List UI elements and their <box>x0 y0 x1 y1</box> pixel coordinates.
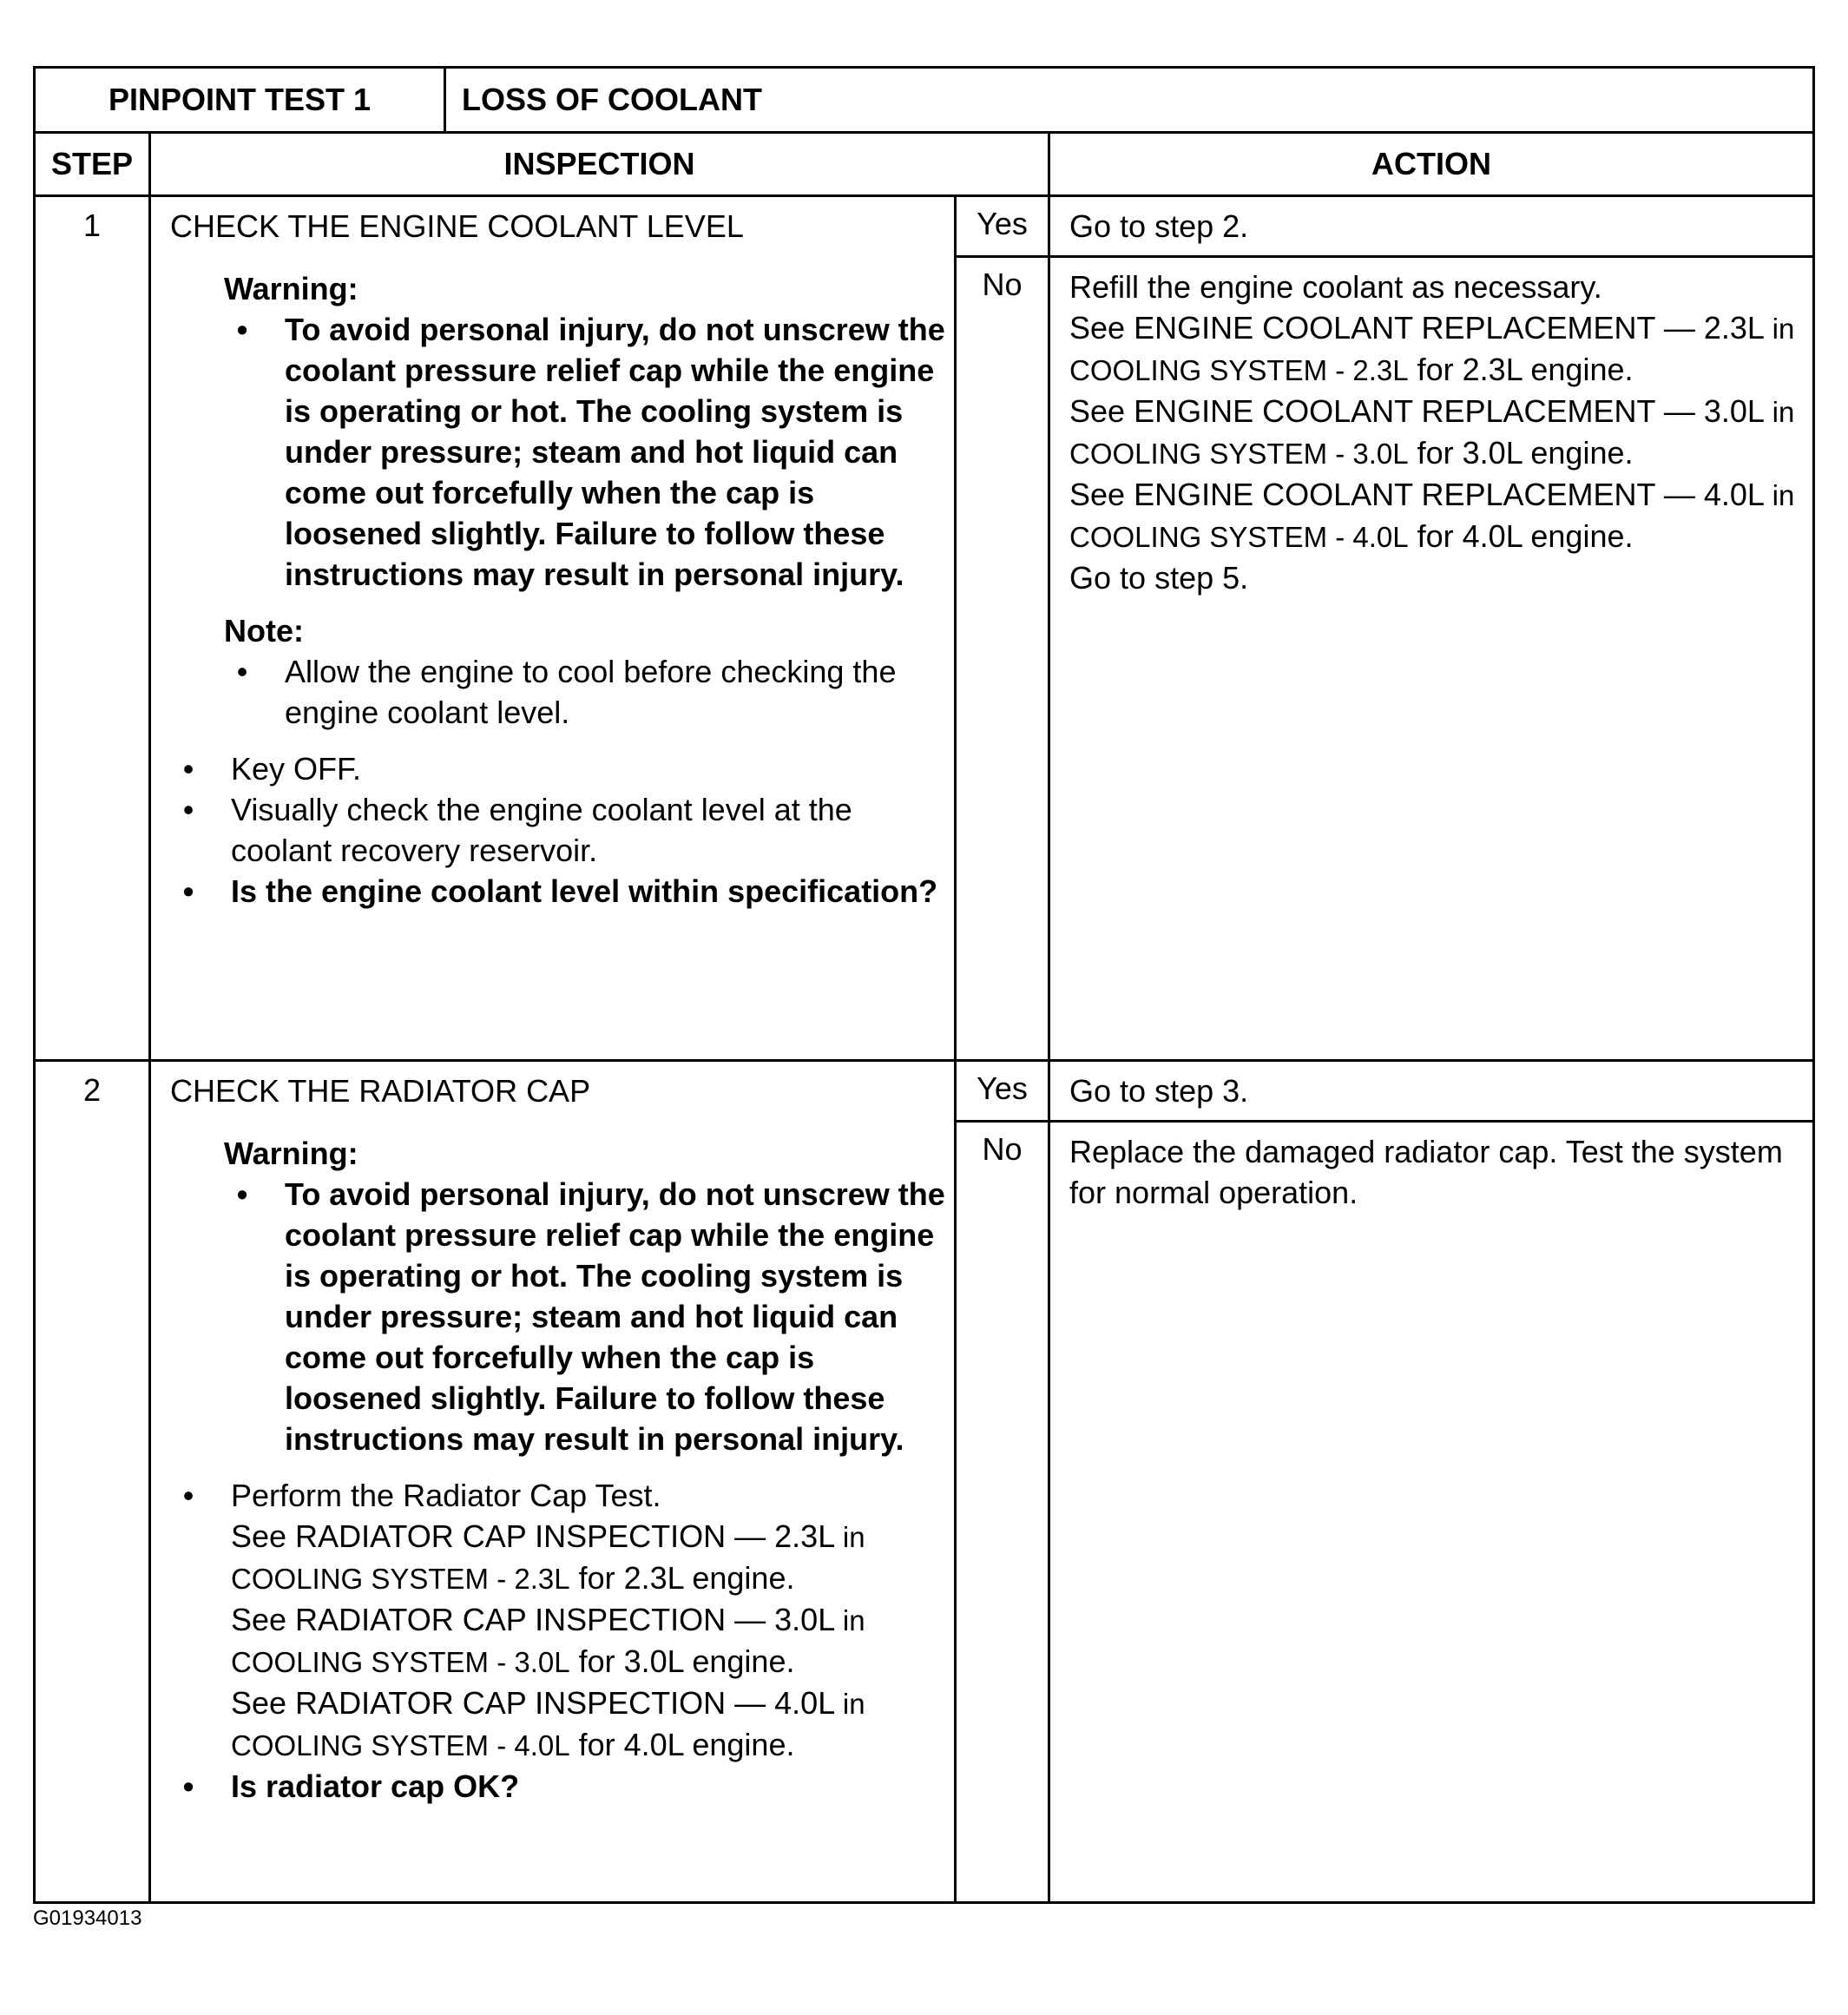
warning-label: Warning: <box>224 1136 358 1171</box>
pinpoint-test-table <box>33 66 1815 1904</box>
bullet-icon: • <box>182 1478 194 1513</box>
step-1-yes-row <box>35 196 1814 257</box>
step-1-inspection <box>150 196 956 1061</box>
question-item: • Is the engine coolant level within specification? <box>231 871 945 912</box>
column-header-action: ACTION <box>1049 133 1814 196</box>
warning-item: • To avoid personal injury, do not unscrew the coolant pressure relief cap while the engine is operating or hot. The cooling system is under pressure; steam and hot liquid can come out forcefully when the cap is loosened slightly. Failure to follow these instructions may result in personal injury. <box>285 309 945 595</box>
warning-item: • To avoid personal injury, do not unscrew the coolant pressure relief cap while the engine is operating or hot. The cooling system is under pressure; steam and hot liquid can come out forcefully when the cap is loosened slightly. Failure to follow these instructions may result in personal injury. <box>285 1174 945 1459</box>
test-title: LOSS OF COOLANT <box>445 68 1814 133</box>
no-label: No <box>956 1122 1049 1903</box>
list-item: • Key OFF. <box>231 748 945 789</box>
question-item: • Is radiator cap OK? <box>231 1766 945 1807</box>
bullet-icon: • <box>182 873 194 909</box>
step-number: 2 <box>35 1061 150 1903</box>
step-number: 1 <box>35 196 150 1061</box>
no-label: No <box>956 257 1049 1061</box>
list-item: • Visually check the engine coolant level at the coolant recovery reservoir. <box>231 789 945 871</box>
bullet-icon: • <box>236 654 248 689</box>
pinpoint-test-table-wrapper <box>33 66 1812 1904</box>
bullet-icon: • <box>236 1176 248 1212</box>
column-header-step: STEP <box>35 133 150 196</box>
no-action: Replace the damaged radiator cap. Test the system for normal operation. <box>1049 1122 1814 1903</box>
bullet-icon: • <box>182 792 194 827</box>
step-2-inspection <box>150 1061 956 1903</box>
note-label: Note: <box>224 613 304 649</box>
test-header-row <box>35 68 1814 133</box>
column-header-inspection: INSPECTION <box>150 133 1049 196</box>
step-2-yes-row <box>35 1061 1814 1122</box>
yes-action: Go to step 2. <box>1049 196 1814 257</box>
step-title: CHECK THE RADIATOR CAP <box>170 1073 591 1109</box>
step-title: CHECK THE ENGINE COOLANT LEVEL <box>170 208 744 244</box>
bullet-icon: • <box>182 751 194 787</box>
step-1-no-action: Refill the engine coolant as necessary. See ENGINE COOLANT REPLACEMENT — 2.3L in COOLING SYSTEM - 2.3L for 2.3L engine. See ENGINE COOLANT REPLACEMENT — 3.0L in COOLING SYSTEM - 3.0L for 3.0L engine. See ENGINE COOLANT REPLACEMENT — 4.0L in COOLING SYSTEM - 4.0L for 4.0L engine. Go to step 5. <box>1049 257 1814 1061</box>
warning-label: Warning: <box>224 271 358 306</box>
yes-label: Yes <box>956 196 1049 257</box>
list-item: • Perform the Radiator Cap Test. See RADIATOR CAP INSPECTION — 2.3L in COOLING SYSTEM - 2.3L for 2.3L engine. See RADIATOR CAP INSPECTION — 3.0L in COOLING SYSTEM - 3.0L for 3.0L engine. See RADIATOR CAP INSPECTION — 4.0L in COOLING SYSTEM - 4.0L for 4.0L engine. <box>231 1475 945 1766</box>
yes-label: Yes <box>956 1061 1049 1122</box>
column-header-row <box>35 133 1814 196</box>
test-label: PINPOINT TEST 1 <box>35 68 445 133</box>
bullet-icon: • <box>236 312 248 347</box>
figure-id: G01934013 <box>33 1906 142 1930</box>
bullet-icon: • <box>182 1768 194 1804</box>
note-item: • Allow the engine to cool before checking the engine coolant level. <box>285 651 945 733</box>
yes-action: Go to step 3. <box>1049 1061 1814 1122</box>
